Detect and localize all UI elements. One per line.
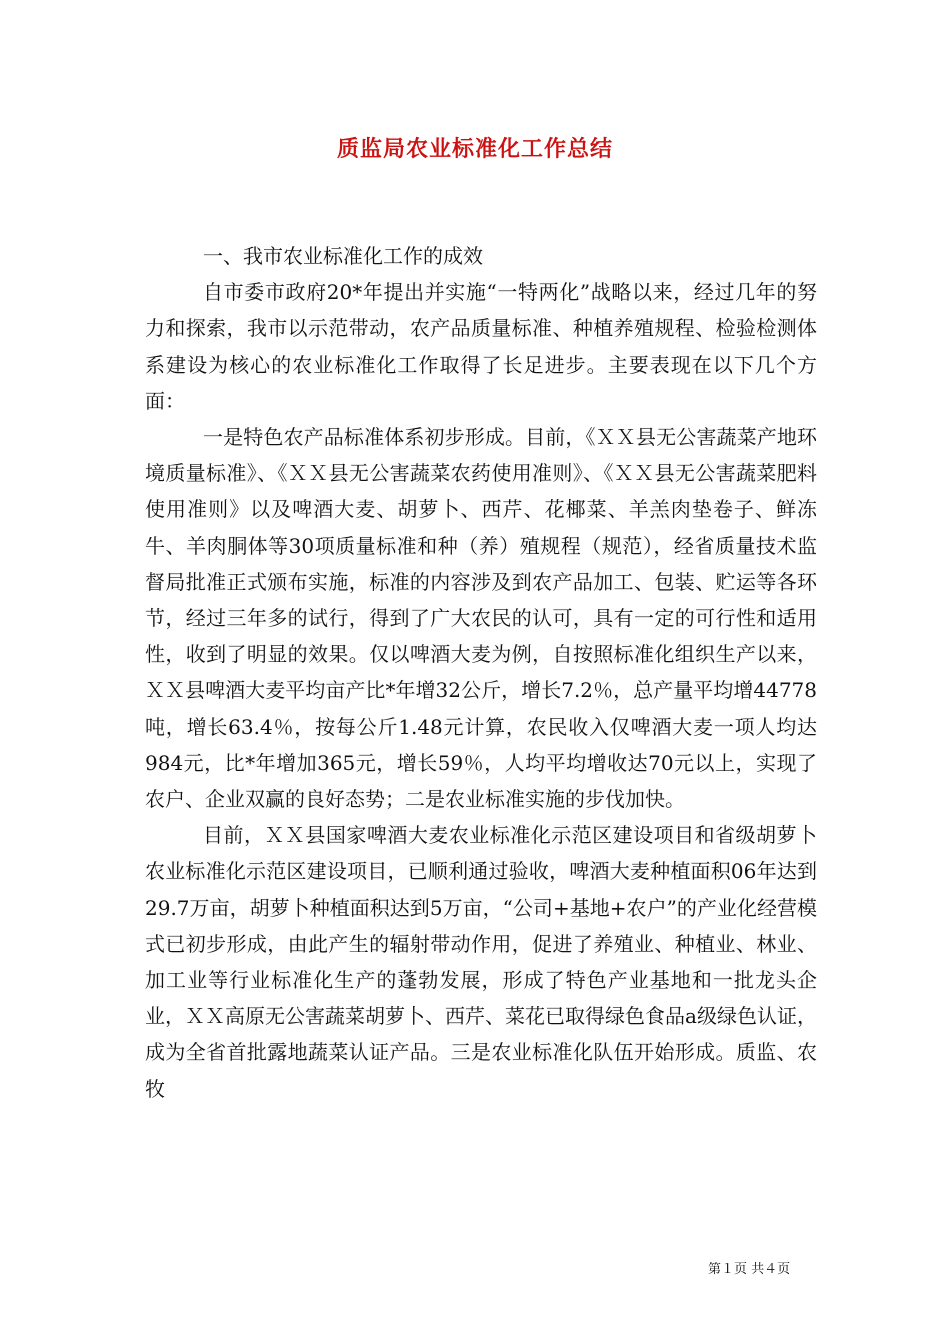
paragraph-1: 自市委市政府20*年提出并实施“一特两化”战略以来，经过几年的努力和探索，我市以示范带动，农产品质量标准、种植养殖规程、检验检测体系建设为核心的农业标准化工作取得了长足进步。主要表现在以下几个方面： xyxy=(145,280,817,413)
paragraph-3: 目前，ＸＸ县国家啤酒大麦农业标准化示范区建设项目和省级胡萝卜农业标准化示范区建设项目，已顺利通过验收，啤酒大麦种植面积06年达到29.7万亩，胡萝卜种植面积达到5万亩，“公司+基地+农户”的产业化经营模式已初步形成，由此产生的辐射带动作用，促进了养殖业、种植业、林业、加工业等行业标准化生产的蓬勃发展，形成了特色产业基地和一批龙头企业，ＸＸ高原无公害蔬菜胡萝卜、西芹、菜花已取得绿色食品a级绿色认证，成为全省首批露地蔬菜认证产品。三是农业标准化队伍开始形成。质监、农牧 xyxy=(145,823,817,1101)
section-heading: 一、我市农业标准化工作的成效 xyxy=(203,244,483,268)
paragraph-2: 一是特色农产品标准体系初步形成。目前，《ＸＸ县无公害蔬菜产地环境质量标准》、《ＸＸ县无公害蔬菜农药使用准则》、《ＸＸ县无公害蔬菜肥料使用准则》以及啤酒大麦、胡萝卜、西芹、花椰菜、羊羔肉垫卷子、鲜冻牛、羊肉胴体等30项质量标准和种（养）殖规程（规范），经省质量技术监督局批准正式颁布实施，标准的内容涉及到农产品加工、包装、贮运等各环节，经过三年多的试行，得到了广大农民的认可，具有一定的可行性和适用性，收到了明显的效果。仅以啤酒大麦为例，自按照标准化组织生产以来，ＸＸ县啤酒大麦平均亩产比*年增32公斤，增长7.2％，总产量平均增44778吨，增长63.4％，按每公斤1.48元计算，农民收入仅啤酒大麦一项人均达984元，比*年增加365元，增长59％，人均平均增收达70元以上，实现了农户、企业双赢的良好态势；二是农业标准实施的步伐加快。 xyxy=(145,425,817,812)
page-number-footer: 第１页 共４页 xyxy=(708,1262,791,1277)
document-body xyxy=(145,238,817,1107)
document-title: 质监局农业标准化工作总结 xyxy=(336,136,613,162)
